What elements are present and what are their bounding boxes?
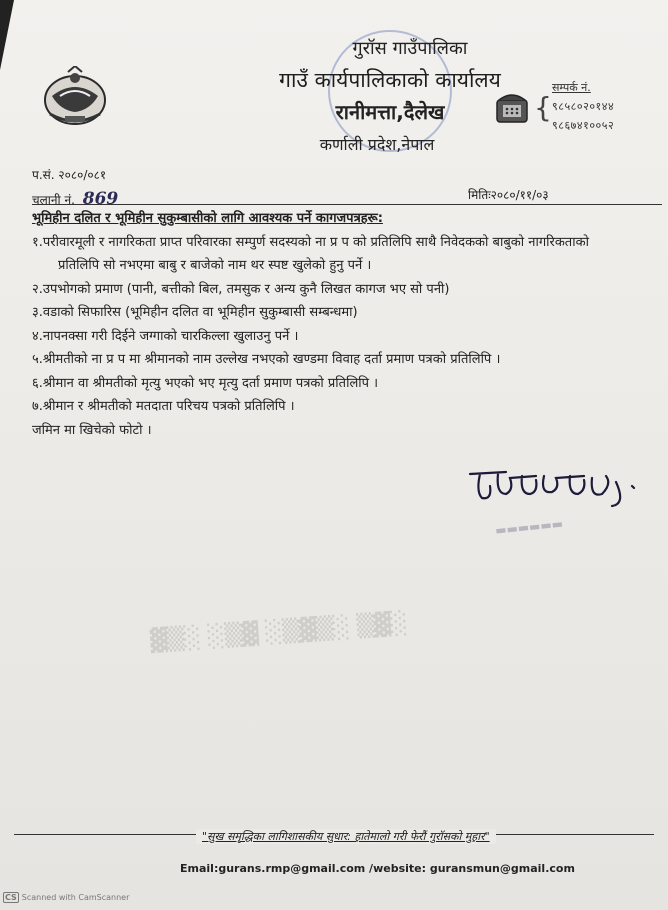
contact-block bbox=[534, 80, 615, 133]
scanner-watermark bbox=[3, 892, 129, 903]
brace-glyph: { bbox=[534, 91, 552, 124]
list-item: प्रतिलिपि सो नभएमा बाबु र बाजेको नाम थर स्पष्ट खुलेको हुनु पर्ने । bbox=[58, 258, 372, 273]
letter-body bbox=[32, 207, 662, 442]
office-header bbox=[250, 36, 530, 155]
list-item: ७.श्रीमान र श्रीमतीको मतदाता परिचय पत्रको प्रतिलिपि । bbox=[32, 399, 295, 414]
province-name: कर्णाली प्रदेश,नेपाल bbox=[319, 135, 435, 154]
list-item: २.उपभोगको प्रमाण (पानी, बत्तीको बिल, तमसुक र अन्य कुनै लिखत कागज भए सो पनी) bbox=[32, 281, 450, 297]
contact-label: सम्पर्क नं. bbox=[552, 81, 591, 94]
header-divider bbox=[32, 204, 662, 205]
list-item: १.परीवारमूली र नागरिकता प्राप्त परिवारका सम्पुर्ण सदस्यको ना प्र प को प्रतिलिपि साथै निवेदकको बाबुको नागरिकताको bbox=[32, 234, 589, 250]
camscanner-logo-icon: CS bbox=[5, 893, 17, 902]
telephone-icon bbox=[495, 90, 529, 124]
list-item: ६.श्रीमान वा श्रीमतीको मृत्यु भएको भए मृत्यु दर्ता प्रमाण पत्रको प्रतिलिपि । bbox=[32, 375, 379, 391]
phone-number: ९८६७४१००५२ bbox=[552, 119, 615, 132]
chalani-number: 869 bbox=[82, 189, 119, 209]
list-item: ३.वडाको सिफारिस (भूमिहीन दलित वा भूमिहीन सुकुम्बासी सम्बन्धमा) bbox=[32, 305, 358, 320]
scanner-label: Scanned with CamScanner bbox=[21, 893, 130, 902]
chalani-row bbox=[32, 189, 118, 209]
municipality-name: गुरॉस गाउँपालिका bbox=[352, 38, 468, 59]
watermark-text: ▓▒░ ░▒▓ ░▒▓▒░ ▒▓░ bbox=[149, 611, 409, 654]
body-heading: भूमिहीन दलित र भूमिहीन सुकुम्बासीको लागि आवश्यक पर्ने कागजपत्रहरू: bbox=[32, 211, 383, 226]
nepal-emblem-icon bbox=[40, 66, 110, 128]
footer-email-line: Email:gurans.rmp@gmail.com /website: guransmun@gmail.com bbox=[180, 862, 575, 875]
office-name: गाउँ कार्यपालिकाको कार्यालय bbox=[279, 68, 501, 92]
scan-corner-shadow bbox=[0, 0, 14, 70]
patra-sankhya: प.सं. २०८०/०८१ bbox=[32, 168, 107, 182]
list-item: ४.नापनक्सा गरी दिईने जग्गाको चारकिल्ला खुलाउनु पर्ने । bbox=[32, 328, 299, 344]
list-item: ५.श्रीमतीको ना प्र प मा श्रीमानको नाम उल्लेख नभएको खण्डमा विवाह दर्ता प्रमाण पत्रको प्रतिलिपि । bbox=[32, 352, 501, 367]
letter-date: मितिः२०८०/११/०३ bbox=[468, 188, 549, 202]
phone-number: ९८५८०२०१४४ bbox=[552, 100, 615, 113]
footer-slogan: "सुख समृद्धिका लागिशासकीय सुधार: हातेमालो गरी फेरौं गुरॉसको मुहार" bbox=[196, 829, 496, 844]
office-location: रानीमत्ता,दैलेख bbox=[335, 100, 445, 124]
handwritten-signature bbox=[466, 464, 646, 508]
list-item: जमिन मा खिचेको फोटो । bbox=[32, 422, 152, 438]
faint-stamp-impression: ▬▬▬▬▬▬ bbox=[494, 516, 564, 538]
chalani-label: चलानी नं. bbox=[32, 193, 75, 207]
